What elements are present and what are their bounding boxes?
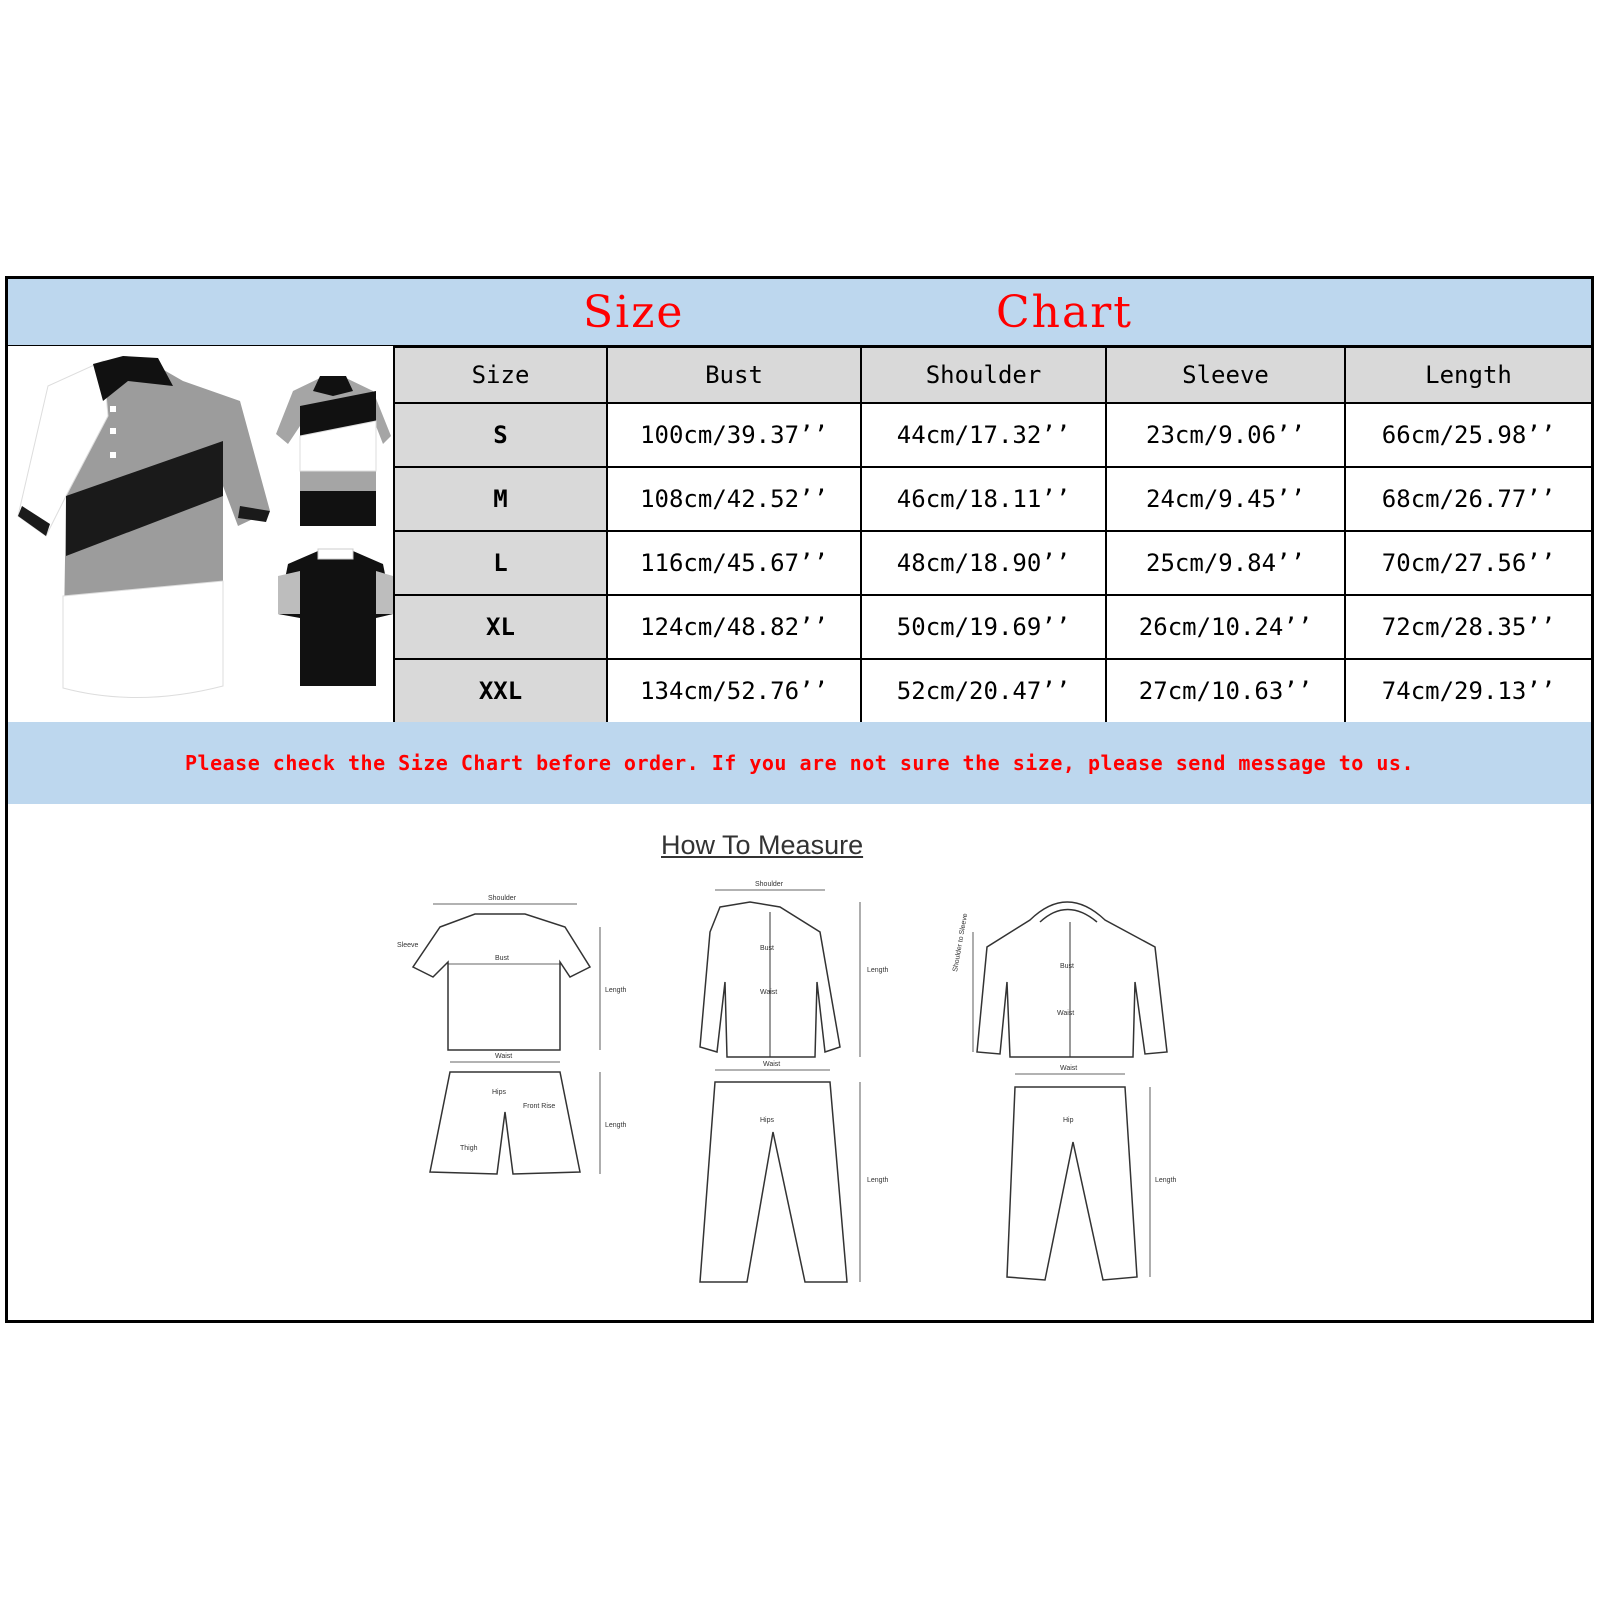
label-waist: Waist — [760, 989, 778, 996]
table-row — [394, 531, 1592, 595]
label-length: Length — [1155, 1177, 1177, 1184]
label-length: Length — [605, 987, 627, 994]
label-bust: Bust — [760, 945, 775, 952]
table-cell: 100cm/39.37’’ — [607, 403, 861, 467]
table-cell: 70cm/27.56’’ — [1345, 531, 1592, 595]
table-cell: 68cm/26.77’’ — [1345, 467, 1592, 531]
table-row — [394, 467, 1592, 531]
label-thigh: Thigh — [460, 1145, 478, 1152]
label-shoulder-to-sleeve: Shoulder to Sleeve — [952, 912, 970, 973]
trousers-diagram — [700, 1061, 889, 1282]
label-front-rise: Front Rise — [523, 1103, 556, 1110]
table-row — [394, 595, 1592, 659]
column-header: Sleeve — [1106, 347, 1345, 403]
table-cell: 52cm/20.47’’ — [861, 659, 1106, 723]
table-cell: 124cm/48.82’’ — [607, 595, 861, 659]
table-cell: 108cm/42.52’’ — [607, 467, 861, 531]
chart-title-size: Size — [583, 287, 685, 338]
label-bust: Bust — [495, 955, 510, 962]
polo-shirt-images — [8, 346, 393, 722]
table-cell: 74cm/29.13’’ — [1345, 659, 1592, 723]
how-to-measure-title: How To Measure — [661, 830, 864, 860]
label-hips: Hips — [492, 1089, 507, 1096]
column-header: Bust — [607, 347, 861, 403]
table-cell: 46cm/18.11’’ — [861, 467, 1106, 531]
shorts-diagram — [430, 1053, 627, 1174]
label-length: Length — [867, 1177, 889, 1184]
size-cell: XXL — [394, 659, 607, 723]
polo-back-small — [278, 549, 393, 686]
table-cell: 134cm/52.76’’ — [607, 659, 861, 723]
label-waist: Waist — [495, 1053, 513, 1060]
how-to-measure-section — [355, 822, 1245, 1302]
label-bust: Bust — [1060, 963, 1075, 970]
size-table — [393, 346, 1593, 724]
size-cell: M — [394, 467, 607, 531]
table-cell: 116cm/45.67’’ — [607, 531, 861, 595]
table-header-row — [394, 347, 1592, 403]
column-header: Length — [1345, 347, 1592, 403]
label-waist: Waist — [763, 1061, 781, 1068]
label-hip: Hip — [1063, 1117, 1074, 1124]
polo-front-small — [276, 376, 391, 526]
table-cell: 66cm/25.98’’ — [1345, 403, 1592, 467]
column-header: Shoulder — [861, 347, 1106, 403]
product-photos — [8, 346, 393, 722]
size-cell: XL — [394, 595, 607, 659]
tshirt-diagram — [397, 895, 627, 1050]
label-length: Length — [605, 1122, 627, 1129]
table-row — [394, 403, 1592, 467]
label-sleeve: Sleeve — [397, 942, 419, 949]
size-chart-frame — [5, 276, 1594, 1323]
polo-front-large — [18, 356, 270, 698]
label-shoulder: Shoulder — [755, 881, 784, 888]
notice-band — [8, 722, 1591, 804]
label-waist: Waist — [1060, 1065, 1078, 1072]
size-cell: L — [394, 531, 607, 595]
table-cell: 48cm/18.90’’ — [861, 531, 1106, 595]
label-shoulder: Shoulder — [488, 895, 517, 902]
table-cell: 23cm/9.06’’ — [1106, 403, 1345, 467]
measure-diagrams — [355, 822, 1245, 1302]
size-notice: Please check the Size Chart before order. If you are not sure the size, please send message to us. — [184, 751, 1415, 775]
table-cell: 44cm/17.32’’ — [861, 403, 1106, 467]
label-hips: Hips — [760, 1117, 775, 1124]
chart-title-chart: Chart — [996, 287, 1133, 338]
table-row — [394, 659, 1592, 723]
table-cell: 26cm/10.24’’ — [1106, 595, 1345, 659]
table-cell: 72cm/28.35’’ — [1345, 595, 1592, 659]
title-band — [8, 279, 1591, 347]
table-cell: 50cm/19.69’’ — [861, 595, 1106, 659]
label-length: Length — [867, 967, 889, 974]
table-cell: 27cm/10.63’’ — [1106, 659, 1345, 723]
table-cell: 24cm/9.45’’ — [1106, 467, 1345, 531]
size-cell: S — [394, 403, 607, 467]
column-header: Size — [394, 347, 607, 403]
table-cell: 25cm/9.84’’ — [1106, 531, 1345, 595]
joggers-diagram — [1007, 1065, 1177, 1280]
dress-shirt-diagram — [700, 881, 889, 1057]
hoodie-diagram — [952, 902, 1167, 1057]
label-waist: Waist — [1057, 1010, 1075, 1017]
